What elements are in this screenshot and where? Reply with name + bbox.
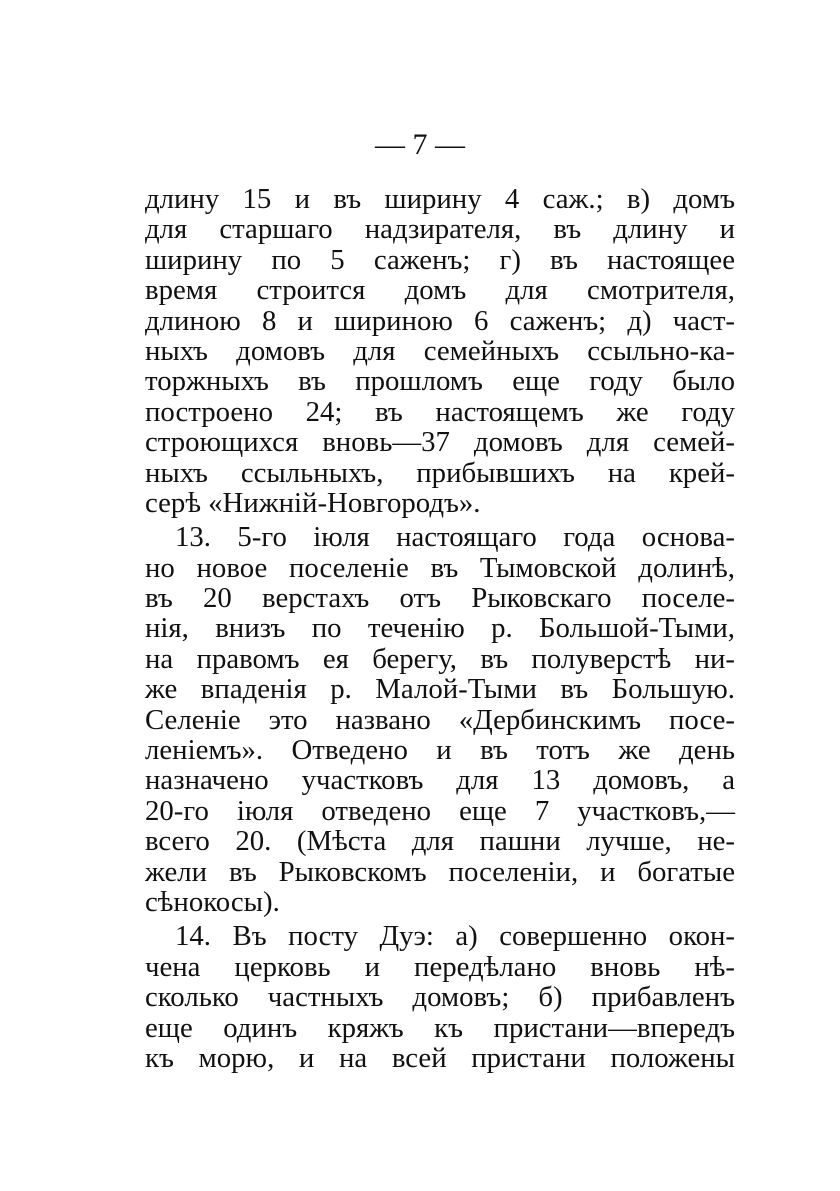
text-line: чена церковь и передѣлано вновь нѣ- [145, 950, 735, 983]
text-line: Селеніе это названо «Дербинскимъ посе- [145, 703, 735, 736]
paragraph-3 [145, 921, 735, 1073]
text-line: 13. 5-го іюля настоящаго года основа- [175, 521, 735, 554]
text-line: же впаденія р. Малой-Тыми въ Большую. [145, 673, 735, 706]
text-line: назначено участковъ для 13 домовъ, а [145, 764, 735, 797]
text-line: ныхъ домовъ для семейныхъ ссыльно-ка- [145, 334, 735, 367]
text-line: построено 24; въ настоящемъ же году [145, 395, 735, 428]
text-line: длину 15 и въ ширину 4 саж.; в) домъ [145, 183, 735, 215]
text-line: 14. Въ посту Дуэ: а) совершенно окон- [175, 920, 735, 953]
text-line: 20-го іюля отведено еще 7 участковъ,— [145, 794, 735, 827]
text-line: нія, внизъ по теченію р. Большой-Тыми, [145, 612, 735, 645]
text-line: торжныхъ въ прошломъ еще году было [145, 365, 735, 398]
text-line: на правомъ ея берегу, въ полуверстѣ ни- [145, 642, 735, 675]
text-line: сѣнокосы). [145, 885, 280, 918]
text-line: сколько частныхъ домовъ; б) прибавленъ [145, 981, 735, 1014]
text-line: но новое поселеніе въ Тымовской долинѣ, [145, 551, 735, 584]
text-line: къ морю, и на всей пристани положены [145, 1041, 735, 1074]
text-line: ширину по 5 саженъ; г) въ настоящее [145, 243, 735, 276]
text-line: длиною 8 и шириною 6 саженъ; д) част- [145, 304, 735, 337]
text-line: жели въ Рыковскомъ поселеніи, и богатые [145, 855, 735, 888]
text-line: серѣ «Нижній-Новгородъ». [145, 486, 481, 519]
paragraph-2 [145, 522, 735, 917]
page-number: — 7 — [375, 128, 465, 161]
text-line: всего 20. (Мѣста для пашни лучше, не- [145, 825, 735, 858]
text-line: леніемъ». Отведено и въ тотъ же день [145, 734, 735, 767]
text-line: для старшаго надзирателя, въ длину и [145, 213, 735, 246]
body-text [145, 184, 735, 1073]
text-line: время строится домъ для смотрителя, [145, 274, 735, 307]
paragraph-1 [145, 184, 735, 518]
text-line: ныхъ ссыльныхъ, прибывшихъ на крей- [145, 456, 735, 489]
text-line: еще одинъ кряжъ къ пристани—впередъ [145, 1011, 735, 1044]
text-line: строющихся вновь—37 домовъ для семей- [145, 426, 735, 459]
text-line: въ 20 верстахъ отъ Рыковскаго поселе- [145, 582, 735, 615]
